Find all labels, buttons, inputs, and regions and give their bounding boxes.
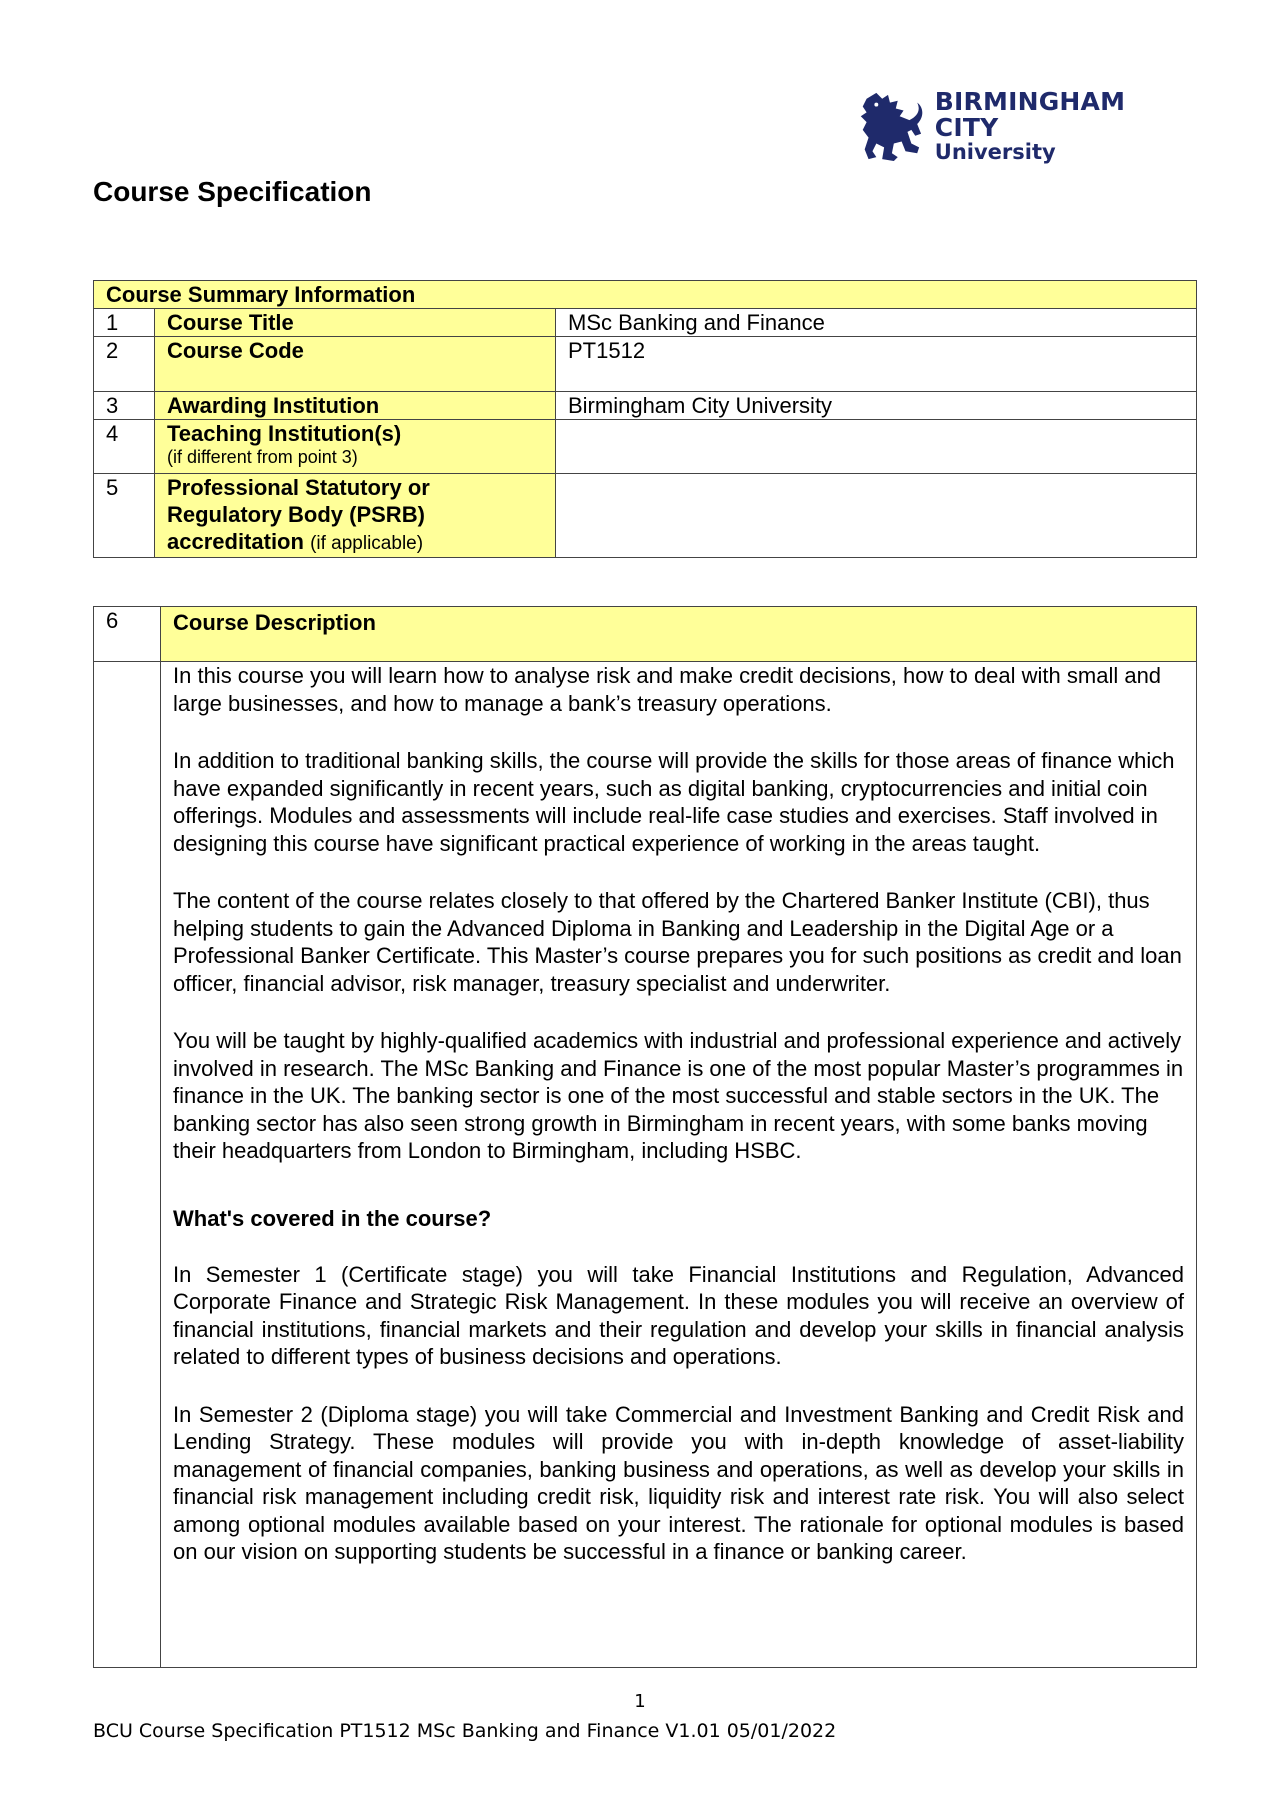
logo-text-line1: BIRMINGHAM CITY	[934, 86, 1126, 142]
row-label-cell	[155, 420, 556, 474]
row-value	[556, 474, 1197, 558]
summary-header: Course Summary Information	[94, 281, 1197, 309]
description-header-row	[94, 607, 1197, 662]
table-row	[94, 474, 1197, 558]
row-number: 3	[94, 392, 155, 420]
row-label: Course Code	[155, 337, 556, 392]
row-label-line: Regulatory Body (PSRB)	[167, 502, 425, 527]
table-row	[94, 337, 1197, 392]
row-note: (if different from point 3)	[167, 447, 358, 467]
section-heading: Course Description	[161, 607, 1197, 662]
row-label-cell	[155, 474, 556, 558]
section-number: 6	[94, 607, 161, 662]
row-number: 2	[94, 337, 155, 392]
semester-paragraph: In Semester 1 (Certificate stage) you will take Financial Institutions and Regulation, Advanced Corporate Finance and Strategic Risk Management. In these modules you will receive an overview of financial institutions, financial markets and their regulation and develop your skills in financial analysis related to different types of business decisions and operations.	[173, 1261, 1184, 1369]
row-label-line: accreditation	[167, 529, 304, 554]
description-body-row	[94, 662, 1197, 1668]
page-title: Course Specification	[93, 176, 372, 207]
description-paragraph: The content of the course relates closely to that offered by the Chartered Banker Institute (CBI), thus helping students to gain the Advanced Diploma in Banking and Leadership in the Digital Age or a Professional Banker Certificate. This Master’s course prepares you for such positions as credit and loan officer, financial advisor, risk manager, treasury specialist and underwriter.	[173, 888, 1182, 996]
lion-crest-icon	[853, 87, 931, 165]
empty-number-cell	[94, 662, 161, 1668]
row-value: MSc Banking and Finance	[556, 309, 1197, 337]
semester-paragraph: In Semester 2 (Diploma stage) you will take Commercial and Investment Banking and Credit Risk and Lending Strategy. These modules will provide you with in-depth knowledge of asset-liability management of financial companies, banking business and operations, as well as develop your skills in financial risk management including credit risk, liquidity risk and interest rate risk. You will also select among optional modules available based on your interest. The rationale for optional modules is based on our vision on supporting students be successful in a finance or banking career.	[173, 1401, 1184, 1564]
course-description-table	[93, 606, 1197, 1668]
row-value	[556, 420, 1197, 474]
row-number: 4	[94, 420, 155, 474]
row-label-line: Professional Statutory or	[167, 475, 430, 500]
row-label: Teaching Institution(s)	[167, 421, 402, 446]
page-number: 1	[634, 1691, 646, 1712]
row-number: 1	[94, 309, 155, 337]
description-body	[161, 662, 1197, 1668]
covered-subheading: What's covered in the course?	[173, 1205, 492, 1231]
description-paragraph: In this course you will learn how to analyse risk and make credit decisions, how to deal with small and large businesses, and how to manage a bank’s treasury operations.	[173, 663, 1162, 716]
page-footer: BCU Course Specification PT1512 MSc Banking and Finance V1.01 05/01/2022	[93, 1720, 837, 1742]
row-value: PT1512	[556, 337, 1197, 392]
row-number: 5	[94, 474, 155, 558]
university-logo	[845, 78, 1197, 174]
row-note: (if applicable)	[310, 533, 424, 554]
table-row	[94, 392, 1197, 420]
course-summary-table	[93, 280, 1197, 558]
row-label: Course Title	[155, 309, 556, 337]
description-paragraph: In addition to traditional banking skills, the course will provide the skills for those areas of finance which have expanded significantly in recent years, such as digital banking, cryptocurrencies and initial coin offerings. Modules and assessments will include real-life case studies and exercises. Staff involved in designing this course have significant practical experience of working in the areas taught.	[173, 748, 1175, 856]
logo-text-line2: University	[934, 140, 1056, 165]
table-row	[94, 309, 1197, 337]
row-value: Birmingham City University	[556, 392, 1197, 420]
row-label: Awarding Institution	[155, 392, 556, 420]
description-paragraph: You will be taught by highly-qualified academics with industrial and professional experience and actively involved in research. The MSc Banking and Finance is one of the most popular Master’s programmes in finance in the UK. The banking sector is one of the most successful and stable sectors in the UK. The banking sector has also seen strong growth in Birmingham in recent years, with some banks moving their headquarters from London to Birmingham, including HSBC.	[173, 1028, 1184, 1163]
summary-header-row	[94, 281, 1197, 309]
table-row	[94, 420, 1197, 474]
